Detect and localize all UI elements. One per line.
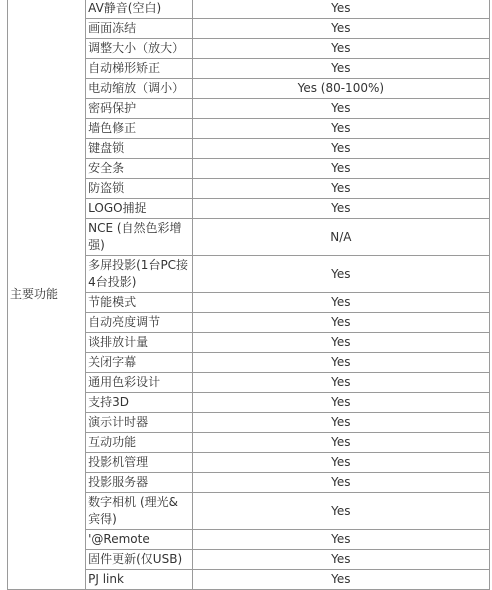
feature-cell: 自动亮度调节 [86,313,193,333]
value-cell: Yes [192,119,489,139]
value-cell: Yes [192,413,489,433]
value-cell: Yes [192,313,489,333]
value-cell: N/A [192,219,489,256]
feature-cell: 防盗锁 [86,179,193,199]
feature-cell: 画面冻结 [86,19,193,39]
value-cell: Yes [192,333,489,353]
feature-cell: 互动功能 [86,433,193,453]
value-cell: Yes [192,493,489,530]
value-cell: Yes [192,570,489,590]
feature-cell: 电动缩放（调小） [86,79,193,99]
feature-cell: 演示计时器 [86,413,193,433]
table-row [8,0,490,19]
value-cell: Yes (80-100%) [192,79,489,99]
feature-cell: PJ link [86,570,193,590]
value-cell: Yes [192,373,489,393]
group-label-cell: 主要功能 [8,0,86,590]
spec-table [7,0,490,590]
feature-cell: 多屏投影(1台PC接4台投影) [86,256,193,293]
value-cell: Yes [192,159,489,179]
feature-cell: AV静音(空白) [86,0,193,19]
feature-cell: 支持3D [86,393,193,413]
value-cell: Yes [192,179,489,199]
feature-cell: 投影服务器 [86,473,193,493]
spec-table-body [8,0,490,590]
value-cell: Yes [192,19,489,39]
value-cell: Yes [192,473,489,493]
value-cell: Yes [192,99,489,119]
feature-cell: 投影机管理 [86,453,193,473]
value-cell: Yes [192,199,489,219]
value-cell: Yes [192,550,489,570]
feature-cell: 密码保护 [86,99,193,119]
value-cell: Yes [192,453,489,473]
feature-cell: LOGO捕捉 [86,199,193,219]
feature-cell: 自动梯形矫正 [86,59,193,79]
value-cell: Yes [192,353,489,373]
value-cell: Yes [192,39,489,59]
value-cell: Yes [192,530,489,550]
feature-cell: 墙色修正 [86,119,193,139]
feature-cell: 节能模式 [86,293,193,313]
value-cell: Yes [192,293,489,313]
feature-cell: '@Remote [86,530,193,550]
feature-cell: 调整大小（放大） [86,39,193,59]
value-cell: Yes [192,0,489,19]
feature-cell: 固件更新(仅USB) [86,550,193,570]
feature-cell: 关闭字幕 [86,353,193,373]
feature-cell: 数字相机 (理光&宾得) [86,493,193,530]
value-cell: Yes [192,139,489,159]
feature-cell: 安全条 [86,159,193,179]
value-cell: Yes [192,59,489,79]
value-cell: Yes [192,433,489,453]
value-cell: Yes [192,393,489,413]
feature-cell: 通用色彩设计 [86,373,193,393]
feature-cell: 谈排放计量 [86,333,193,353]
feature-cell: 键盘锁 [86,139,193,159]
feature-cell: NCE (自然色彩增强) [86,219,193,256]
value-cell: Yes [192,256,489,293]
